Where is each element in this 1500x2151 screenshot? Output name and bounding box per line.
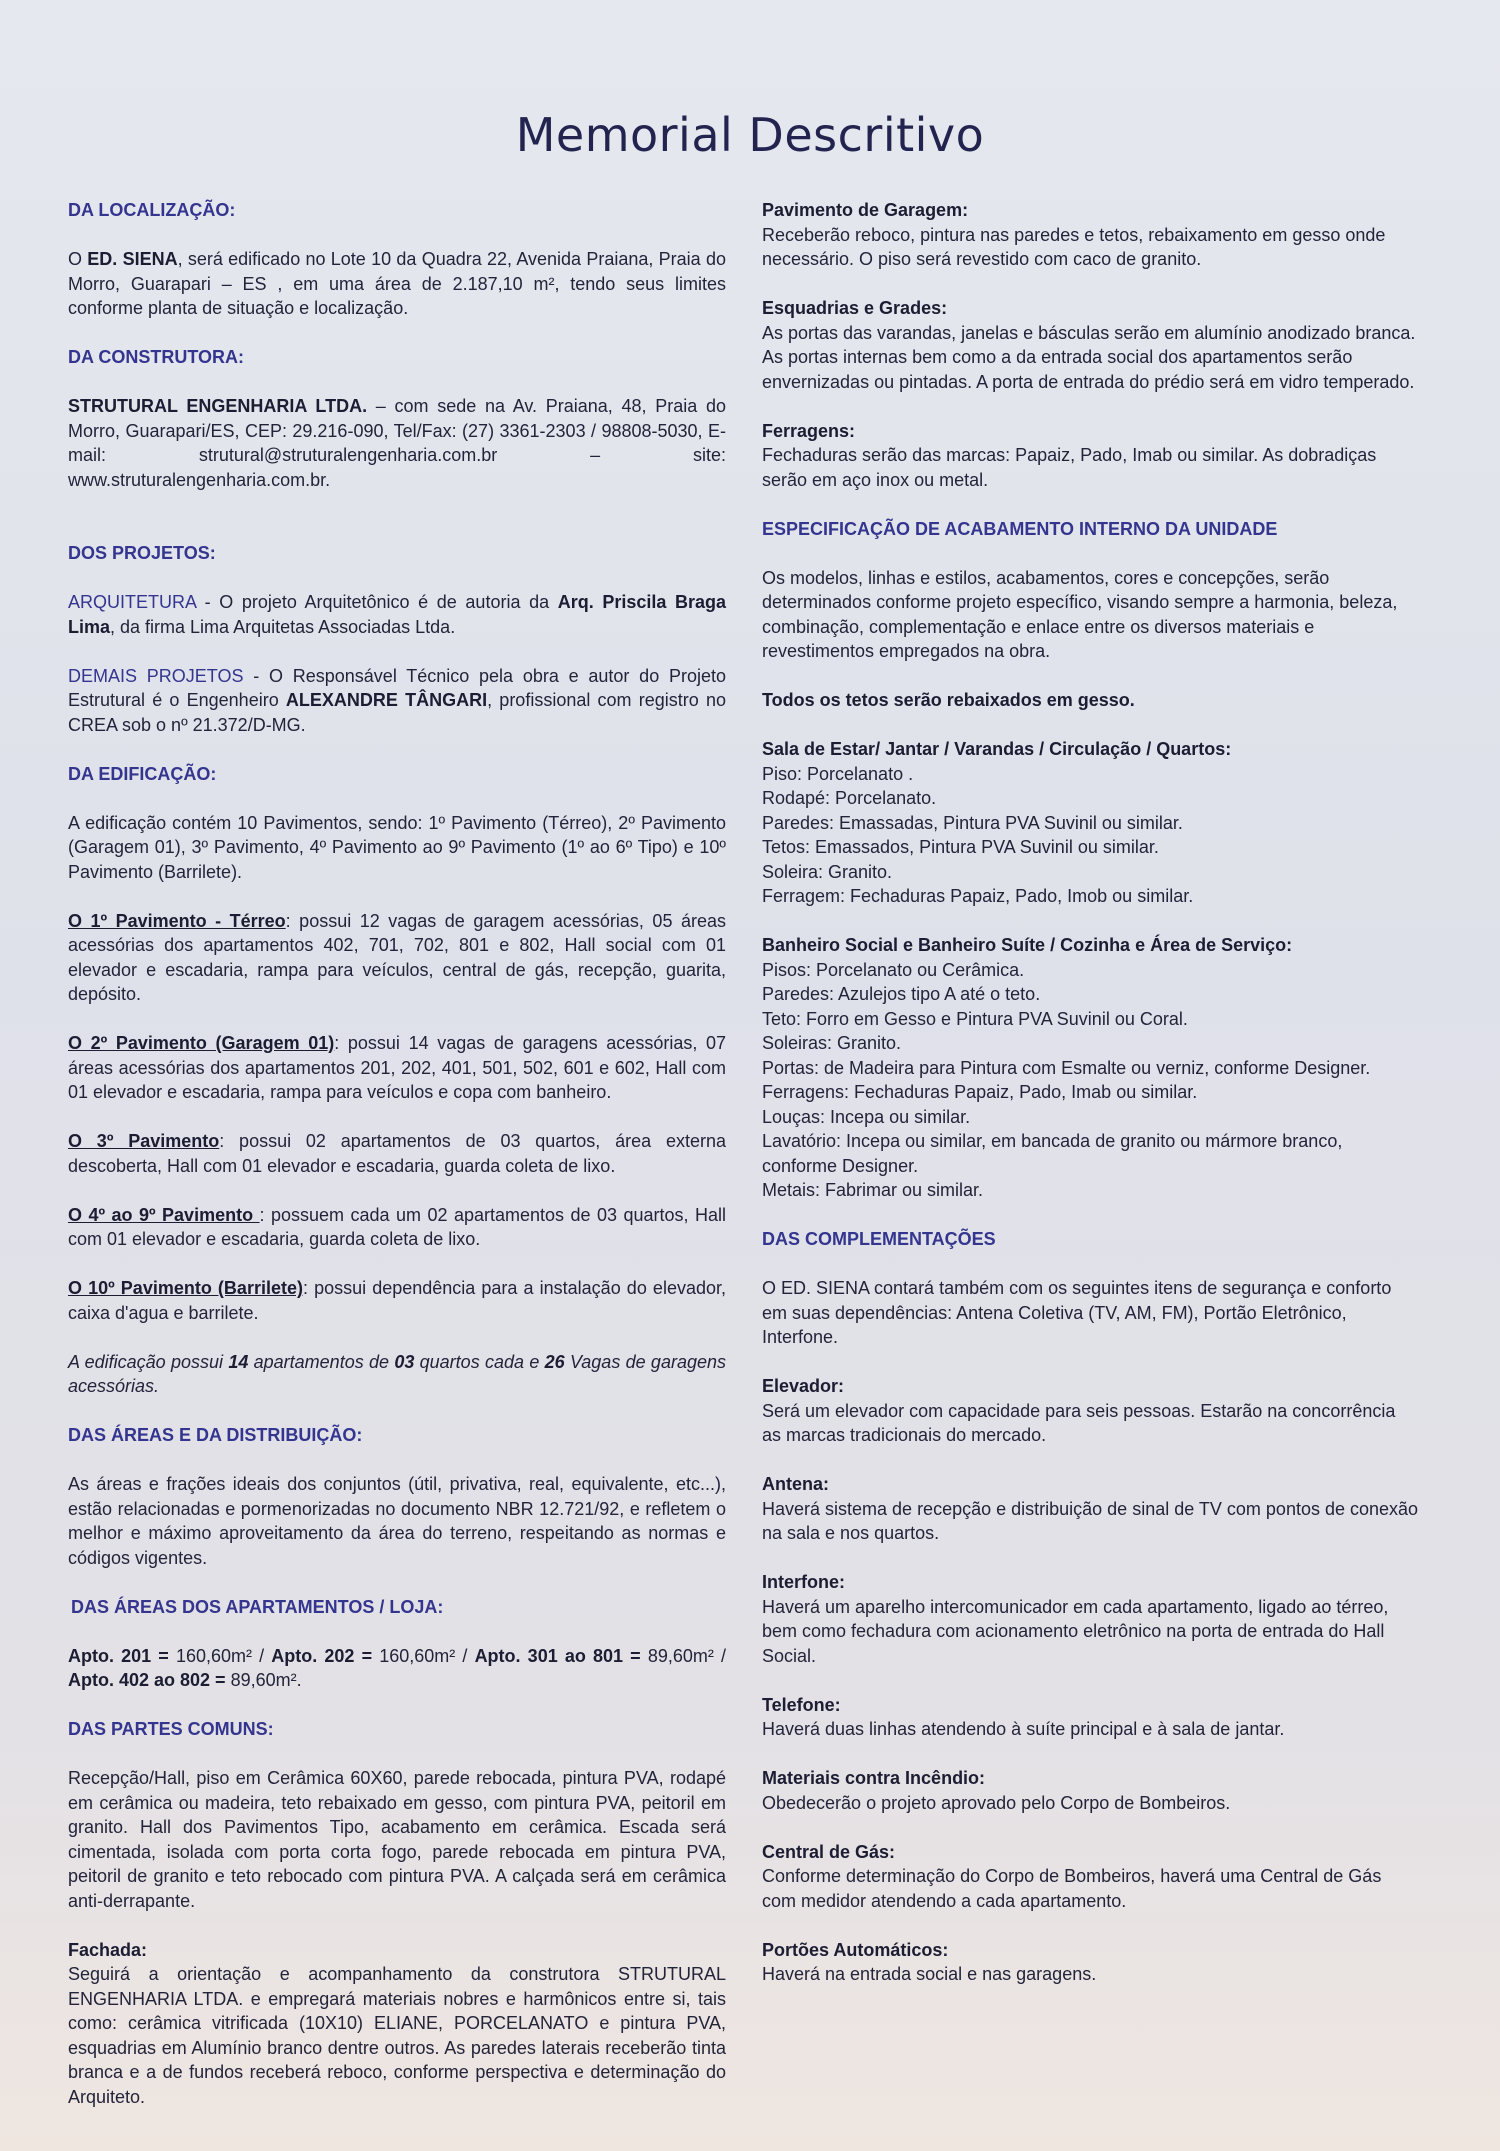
- section-heading-apartamentos: DAS ÁREAS DOS APARTAMENTOS / LOJA:: [71, 1596, 444, 1617]
- list-item: Metais: Fabrimar ou similar.: [762, 1180, 984, 1200]
- pavimento-3-paragraph: [68, 1129, 726, 1178]
- list-item: Ferragem: Fechaduras Papaiz, Pado, Imob ou similar.: [762, 886, 1194, 906]
- text: – com sede na Av. Praiana, 48, Praia do Morro, Guarapari/ES, CEP: 29.216-090, Tel/Fax: (27) 3361-2303 / 98808-5030, E-mail: strutural@struturalengenharia.com.br – site: www.struturalengenharia.com.br.: [68, 396, 726, 490]
- list-item: Lavatório: Incepa ou similar, em bancada de granito ou mármore branco, conforme Designer.: [762, 1131, 1343, 1176]
- text: , será edificado no Lote 10 da Quadra 22, Avenida Praiana, Praia do Morro, Guarapari – ES , em uma área de 2.187,10 m², tendo seus limites conforme planta de situação e localização.: [68, 249, 726, 318]
- section-heading-comuns: DAS PARTES COMUNS:: [68, 1719, 274, 1739]
- section-heading-complementacoes: DAS COMPLEMENTAÇÕES: [762, 1229, 996, 1249]
- summary-apartments-count: 14: [228, 1351, 249, 1372]
- portoes-label: Portões Automáticos:: [762, 1939, 949, 1960]
- construtora-paragraph: [68, 394, 726, 492]
- apto-301-801-label: Apto. 301 ao 801 =: [474, 1645, 641, 1666]
- list-item: Portas: de Madeira para Pintura com Esmalte ou verniz, conforme Designer.: [762, 1057, 1371, 1078]
- list-item: Pisos: Porcelanato ou Cerâmica.: [762, 959, 1025, 980]
- antena-label: Antena:: [762, 1474, 829, 1494]
- left-column: [68, 198, 726, 2109]
- areas-paragraph: As áreas e frações ideais dos conjuntos (útil, privativa, real, equivalente, etc...), estão relacionadas e pormenorizadas no documento NBR 12.721/92, e refletem o melhor e máximo aproveitamento da área do terreno, respeitando as normas e códigos vigentes.: [68, 1474, 726, 1568]
- sala-list: [762, 762, 1419, 909]
- pavimento-4-9-paragraph: [68, 1203, 726, 1252]
- complementacoes-paragraph: O ED. SIENA contará também com os seguintes itens de segurança e conforto em suas dependências: Antena Coletiva (TV, AM, FM), Portão Eletrônico, Interfone.: [762, 1278, 1392, 1347]
- garagem-label: Pavimento de Garagem:: [762, 200, 969, 220]
- list-item: Tetos: Emassados, Pintura PVA Suvinil ou similar.: [762, 837, 1159, 857]
- garagem-paragraph: Receberão reboco, pintura nas paredes e tetos, rebaixamento em gesso onde necessário. O piso será revestido com caco de granito.: [762, 224, 1386, 269]
- list-item: Soleiras: Granito.: [762, 1033, 902, 1053]
- elevador-label: Elevador:: [762, 1376, 845, 1396]
- list-item: Paredes: Azulejos tipo A até o teto.: [762, 984, 1041, 1004]
- section-heading-construtora: DA CONSTRUTORA:: [68, 347, 244, 367]
- interfone-label: Interfone:: [762, 1572, 845, 1592]
- text: : possui 14 vagas de garagens acessórias, 07 áreas acessórias dos apartamentos 201, 202, 401, 501, 502, 601 e 602, Hall com 01 elevador e escadaria, rampa para veículos e copa com banheiro.: [68, 1033, 726, 1102]
- esquadrias-label: Esquadrias e Grades:: [762, 298, 948, 318]
- arquitetura-paragraph: [68, 590, 726, 639]
- section-heading-areas: DAS ÁREAS E DA DISTRIBUIÇÃO:: [68, 1425, 363, 1445]
- elevador-paragraph: Será um elevador com capacidade para seis pessoas. Estarão na concorrência as marcas tradicionais do mercado.: [762, 1400, 1396, 1445]
- text: : possuem cada um 02 apartamentos de 03 quartos, Hall com 01 elevador e escadaria, guarda coleta de lixo.: [68, 1204, 726, 1249]
- text: , da firma Lima Arquitetas Associadas Ltda.: [110, 616, 456, 637]
- pavimento-1-paragraph: [68, 909, 726, 1007]
- text: : possui 02 apartamentos de 03 quartos, área externa descoberta, Hall com 01 elevador e escadaria, guarda coleta de lixo.: [68, 1131, 726, 1176]
- apartamentos-areas: [68, 1644, 726, 1693]
- text: : possui 12 vagas de garagem acessórias, 05 áreas acessórias dos apartamentos 402, 701, 702, 801 e 802, Hall social com 01 elevador e escadaria, rampa para veículos, central de gás, recepção, guarita, depósito.: [68, 910, 726, 1004]
- text: Vagas de garagens acessórias.: [68, 1351, 726, 1396]
- gas-paragraph: Conforme determinação do Corpo de Bombeiros, haverá uma Central de Gás com medidor atendendo a cada apartamento.: [762, 1866, 1382, 1911]
- interfone-paragraph: Haverá um aparelho intercomunicador em cada apartamento, ligado ao térreo, bem como fechadura com acionamento eletrônico na porta de entrada do Hall Social.: [762, 1596, 1389, 1666]
- telefone-paragraph: Haverá duas linhas atendendo à suíte principal e à sala de jantar.: [762, 1719, 1285, 1739]
- text: O: [68, 249, 88, 269]
- text: quartos cada e: [414, 1351, 545, 1372]
- summary-rooms-count: 03: [394, 1351, 415, 1372]
- pavimento-2-label: O 2º Pavimento (Garagem 01): [68, 1033, 335, 1053]
- text: - O projeto Arquitetônico é de autoria da: [196, 592, 558, 612]
- list-item: Soleira: Granito.: [762, 861, 893, 882]
- list-item: Ferragens: Fechaduras Papaiz, Pado, Imab ou similar.: [762, 1082, 1198, 1102]
- section-heading-especificacao: ESPECIFICAÇÃO DE ACABAMENTO INTERNO DA UNIDADE: [762, 518, 1278, 539]
- text: A edificação possui: [68, 1351, 229, 1372]
- summary-parking-count: 26: [544, 1351, 565, 1372]
- fachada-paragraph: Seguirá a orientação e acompanhamento da construtora STRUTURAL ENGENHARIA LTDA. e empregará materiais nobres e harmônicos entre si, tais como: cerâmica vitrificada (10X10) ELIANE, PORCELANATO e pintura PVA, esquadrias em Alumínio branco dentre outros. As paredes laterais receberão tinta branca e a de fundos receberá reboco, conforme perspectiva e determinação do Arquiteto.: [68, 1964, 726, 2107]
- page-title: Memorial Descritivo: [515, 108, 985, 162]
- localizacao-paragraph: [68, 247, 726, 321]
- tetos-note: Todos os tetos serão rebaixados em gesso.: [762, 690, 1135, 710]
- arquitetura-label: ARQUITETURA: [68, 592, 197, 612]
- building-name: ED. SIENA: [87, 249, 178, 269]
- edificacao-intro: A edificação contém 10 Pavimentos, sendo: 1º Pavimento (Térreo), 2º Pavimento (Garagem 01), 3º Pavimento, 4º Pavimento ao 9º Pavimento (1º ao 6º Tipo) e 10º Pavimento (Barrilete).: [68, 812, 726, 882]
- ferragens-label: Ferragens:: [762, 420, 856, 441]
- apto-301-801-area: 89,60m² /: [640, 1645, 726, 1666]
- pavimento-2-paragraph: [68, 1031, 726, 1105]
- comuns-paragraph: Recepção/Hall, piso em Cerâmica 60X60, parede rebocada, pintura PVA, rodapé em cerâmica ou madeira, teto rebaixado em gesso, com pintura PVA, peitoril em granito. Hall dos Pavimentos Tipo, acabamento em cerâmica. Escada será cimentada, isolada com porta corta fogo, parede rebocada em pintura PVA, peitoril de granito e teto rebocado com pintura PVA. A calçada será em cerâmica anti-derrapante.: [68, 1768, 726, 1911]
- telefone-label: Telefone:: [762, 1694, 841, 1715]
- company-name: STRUTURAL ENGENHARIA LTDA.: [68, 396, 368, 416]
- apto-202-label: Apto. 202 =: [271, 1645, 373, 1666]
- esquadrias-paragraph: As portas das varandas, janelas e básculas serão em alumínio anodizado branca. As portas internas bem como a da entrada social dos apartamentos serão envernizadas ou pintadas. A porta de entrada do prédio será em vidro temperado.: [762, 322, 1416, 392]
- demais-projetos-paragraph: [68, 664, 726, 738]
- text: apartamentos de: [248, 1351, 395, 1372]
- right-column: [762, 198, 1419, 1987]
- apto-202-area: 160,60m² /: [372, 1645, 475, 1666]
- banheiro-list: [762, 958, 1419, 1203]
- gas-label: Central de Gás:: [762, 1841, 896, 1862]
- pavimento-3-label: O 3º Pavimento: [68, 1131, 220, 1151]
- text: : possui dependência para a instalação do elevador, caixa d'agua e barrilete.: [68, 1278, 726, 1323]
- apto-201-label: Apto. 201 =: [68, 1645, 169, 1666]
- banheiro-label: Banheiro Social e Banheiro Suíte / Cozinha e Área de Serviço:: [762, 935, 1293, 955]
- pavimento-10-paragraph: [68, 1276, 726, 1325]
- portoes-paragraph: Haverá na entrada social e nas garagens.: [762, 1964, 1097, 1984]
- section-heading-edificacao: DA EDIFICAÇÃO:: [68, 763, 217, 784]
- list-item: Louças: Incepa ou similar.: [762, 1106, 971, 1127]
- apto-402-802-label: Apto. 402 ao 802 =: [68, 1670, 226, 1690]
- apto-201-area: 160,60m² /: [168, 1645, 272, 1666]
- incendio-paragraph: Obedecerão o projeto aprovado pelo Corpo de Bombeiros.: [762, 1792, 1231, 1813]
- list-item: Rodapé: Porcelanato.: [762, 788, 937, 808]
- apto-402-802-area: 89,60m².: [225, 1670, 302, 1690]
- list-item: Paredes: Emassadas, Pintura PVA Suvinil ou similar.: [762, 812, 1183, 833]
- sala-label: Sala de Estar/ Jantar / Varandas / Circulação / Quartos:: [762, 739, 1232, 759]
- section-heading-localizacao: DA LOCALIZAÇÃO:: [68, 200, 236, 220]
- fachada-label: Fachada:: [68, 1939, 148, 1960]
- pavimento-4-9-label: O 4º ao 9º Pavimento: [68, 1204, 260, 1225]
- ferragens-paragraph: Fechaduras serão das marcas: Papaiz, Pado, Imab ou similar. As dobradiças serão em aço inox ou metal.: [762, 445, 1377, 490]
- pavimento-10-label: O 10º Pavimento (Barrilete): [68, 1278, 303, 1298]
- section-heading-projetos: DOS PROJETOS:: [68, 543, 216, 563]
- demais-projetos-label: DEMAIS PROJETOS: [68, 665, 244, 686]
- especificacao-paragraph: Os modelos, linhas e estilos, acabamentos, cores e concepções, serão determinados conforme projeto específico, visando sempre a harmonia, beleza, combinação, complementação e enlace entre os diversos materiais e revestimentos empregados na obra.: [762, 567, 1398, 661]
- edificacao-summary: [68, 1350, 726, 1399]
- incendio-label: Materiais contra Incêndio:: [762, 1768, 986, 1788]
- list-item: Teto: Forro em Gesso e Pintura PVA Suvinil ou Coral.: [762, 1008, 1188, 1029]
- text: - O Responsável Técnico pela obra e autor do Projeto Estrutural é o Engenheiro: [68, 665, 727, 710]
- engineer-name: ALEXANDRE TÂNGARI: [285, 690, 488, 710]
- text: , profissional com registro no CREA sob o nº 21.372/D-MG.: [68, 690, 726, 735]
- pavimento-1-label: O 1º Pavimento - Térreo: [68, 910, 286, 931]
- antena-paragraph: Haverá sistema de recepção e distribuição de sinal de TV com pontos de conexão na sala e nos quartos.: [762, 1498, 1419, 1543]
- list-item: Piso: Porcelanato .: [762, 763, 914, 784]
- architect-name: Arq. Priscila Braga Lima: [68, 592, 726, 637]
